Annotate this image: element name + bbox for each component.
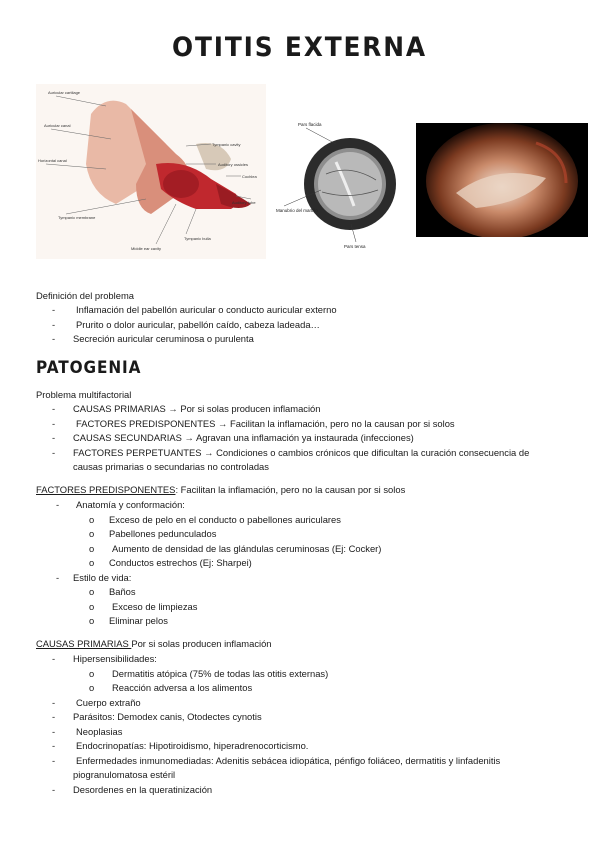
ear-canal-photo <box>416 123 588 237</box>
anatomy-label: Auricular cartilage <box>48 90 81 95</box>
anatomy-label: Auricular canal <box>44 123 71 128</box>
predisponentes-subitem: Eliminar pelos <box>109 615 168 626</box>
predisponentes-subitem: Baños <box>109 586 136 597</box>
dash-bullet: - <box>52 784 56 795</box>
predisponentes-group-label: Estilo de vida: <box>73 572 132 583</box>
primarias-item: Neoplasias <box>76 726 123 737</box>
patogenia-item: CAUSAS PRIMARIAS → Por si solas producen inflamación <box>73 403 321 414</box>
dash-bullet: - <box>52 697 56 708</box>
circle-bullet: o <box>89 528 95 539</box>
anatomy-label: Auditory ossicles <box>218 162 249 167</box>
dash-bullet: - <box>52 432 56 443</box>
patogenia-intro: Problema multifactorial <box>36 389 132 400</box>
dash-bullet: - <box>52 319 56 330</box>
primarias-item: Desordenes en la queratinización <box>73 784 213 795</box>
predisponentes-heading-text: : Facilitan la inflamación, pero no la causan por si solos <box>175 484 406 495</box>
patogenia-item-continued: causas primarias o secundarias no controladas <box>73 461 269 472</box>
anatomy-label: Auditory tube <box>232 200 256 205</box>
dash-bullet: - <box>52 711 56 722</box>
patogenia-item: CAUSAS SECUNDARIAS → Agravan una inflamación ya instaurada (infecciones) <box>73 432 414 443</box>
primarias-heading-label: CAUSAS PRIMARIAS <box>36 638 132 649</box>
dash-bullet: - <box>52 653 56 664</box>
section-heading-patogenia: PATOGENIA <box>36 358 142 378</box>
primarias-heading <box>36 637 272 652</box>
dash-bullet: - <box>52 403 56 414</box>
dash-bullet: - <box>52 304 56 315</box>
page-title: OTITIS EXTERNA <box>172 32 427 63</box>
primarias-subitem: Dermatitis atópica (75% de todas las otitis externas) <box>112 668 329 679</box>
definition-item: Inflamación del pabellón auricular o conducto auricular externo <box>76 304 337 315</box>
dash-bullet: - <box>52 447 56 458</box>
circle-bullet: o <box>89 601 95 612</box>
tympanic-membrane-diagram <box>276 114 406 254</box>
predisponentes-subitem: Exceso de limpiezas <box>112 601 198 612</box>
primarias-item: Enfermedades inmunomediadas: Adenitis sebácea idiopática, pénfigo foliáceo, dermatitis y linfadenitis <box>76 755 501 766</box>
definition-heading: Definición del problema <box>36 290 134 301</box>
circle-bullet: o <box>89 682 95 693</box>
predisponentes-heading <box>36 483 405 498</box>
primarias-item: Parásitos: Demodex canis, Otodectes cynotis <box>73 711 262 722</box>
primarias-heading-text: Por si solas producen inflamación <box>131 638 272 649</box>
patogenia-item: FACTORES PREDISPONENTES → Facilitan la inflamación, pero no la causan por si solos <box>76 418 455 429</box>
dash-bullet: - <box>52 755 56 766</box>
predisponentes-subitem: Conductos estrechos (Ej: Sharpei) <box>109 557 252 568</box>
dash-bullet: - <box>56 572 60 583</box>
diagram-label: Manubrio del martillo <box>276 208 318 213</box>
primarias-item-continued: piogranulomatosa estéril <box>73 769 176 780</box>
anatomy-label: Tympanic membrane <box>58 215 96 220</box>
definition-item: Prurito o dolor auricular, pabellón caído, cabeza ladeada… <box>76 319 320 330</box>
anatomy-label: Horizontal canal <box>38 158 67 163</box>
patogenia-item: FACTORES PERPETUANTES → Condiciones o cambios crónicos que dificultan la curación consecuencia de <box>73 447 530 458</box>
dash-bullet: - <box>52 333 56 344</box>
circle-bullet: o <box>89 543 95 554</box>
predisponentes-subitem: Pabellones pedunculados <box>109 528 217 539</box>
primarias-subitem: Reacción adversa a los alimentos <box>112 682 253 693</box>
definition-item: Secreción auricular ceruminosa o purulenta <box>73 333 254 344</box>
primarias-group-label: Hipersensibilidades: <box>73 653 157 664</box>
dash-bullet: - <box>52 740 56 751</box>
circle-bullet: o <box>89 615 95 626</box>
dash-bullet: - <box>56 499 60 510</box>
predisponentes-subitem: Exceso de pelo en el conducto o pabellones auriculares <box>109 514 341 525</box>
anatomy-label: Tympanic bulla <box>184 236 211 241</box>
dash-bullet: - <box>52 726 56 737</box>
dash-bullet: - <box>52 418 56 429</box>
circle-bullet: o <box>89 514 95 525</box>
circle-bullet: o <box>89 668 95 679</box>
circle-bullet: o <box>89 586 95 597</box>
anatomy-label: Cochlea <box>242 174 257 179</box>
circle-bullet: o <box>89 557 95 568</box>
diagram-label: Pars tensa <box>344 244 366 249</box>
anatomy-label: Middle ear cavity <box>131 246 162 251</box>
ear-anatomy-illustration <box>36 84 266 259</box>
primarias-item: Cuerpo extraño <box>76 697 141 708</box>
predisponentes-group-label: Anatomía y conformación: <box>76 499 185 510</box>
anatomy-label: Tympanic cavity <box>212 142 241 147</box>
predisponentes-subitem: Aumento de densidad de las glándulas ceruminosas (Ej: Cocker) <box>112 543 382 554</box>
predisponentes-heading-label: FACTORES PREDISPONENTES <box>36 484 176 495</box>
primarias-item: Endocrinopatías: Hipotiroidismo, hiperadrenocorticismo. <box>76 740 309 751</box>
diagram-label: Pars flacida <box>298 122 322 127</box>
